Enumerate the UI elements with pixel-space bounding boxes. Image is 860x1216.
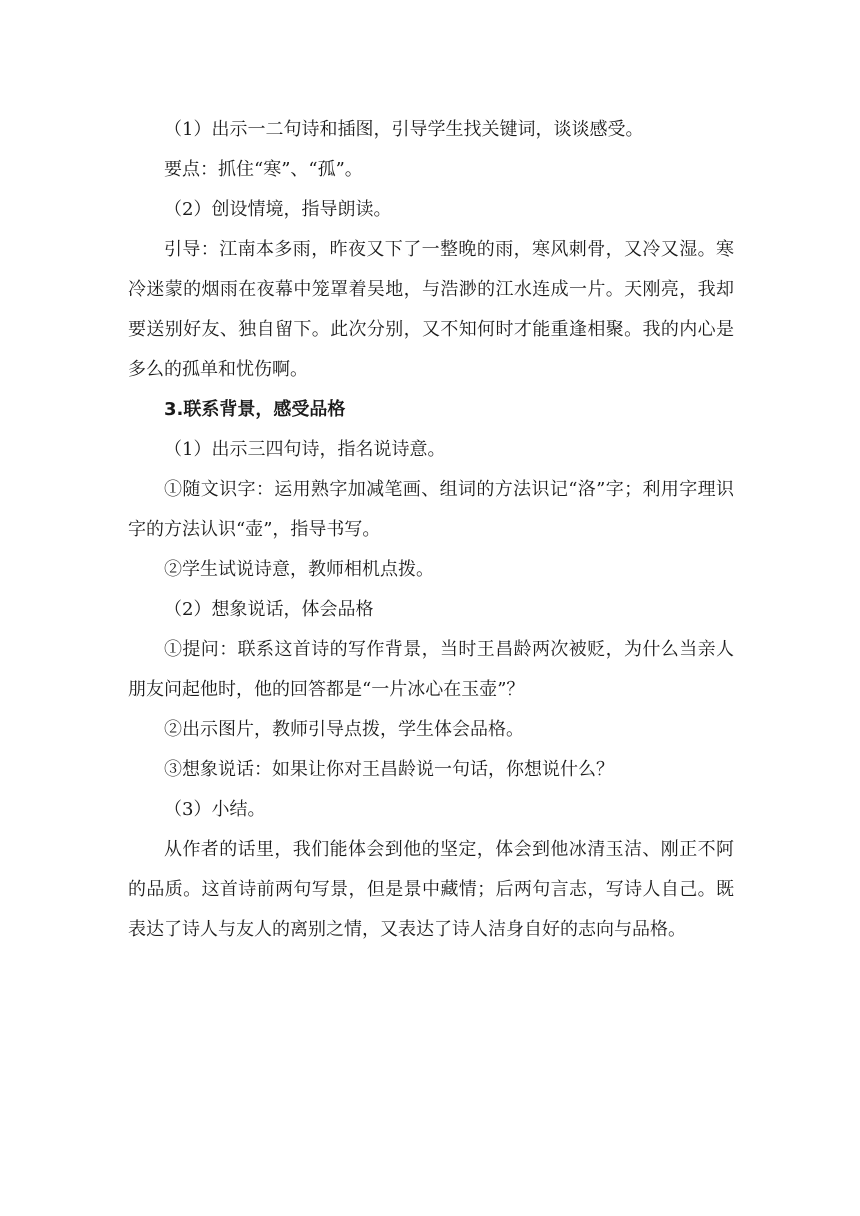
paragraph-step-3-2: （2）想象说话，体会品格 (164, 599, 374, 620)
paragraph-guidance: 引导：江南本多雨，昨夜又下了一整晚的雨，寒风刺骨，又冷又湿。寒冷迷蒙的烟雨在夜幕中笼罩着吴地，与浩渺的江水连成一片。天刚亮，我却要送别好友、独自留下。此次分别，又不知何时才能重逢相聚。我的内心是多么的孤单和忧伤啊。 (128, 239, 734, 380)
paragraph-literacy: ①随文识字：运用熟字加减笔画、组词的方法识记“洛”字；利用字理识字的方法认识“壶”，指导书写。 (128, 479, 734, 540)
paragraph-imagine: ③想象说话：如果让你对王昌龄说一句话，你想说什么？ (164, 759, 614, 780)
paragraph-key-points: 要点：抓住“寒”、“孤”。 (164, 159, 363, 180)
paragraph-step-1: （1）出示一二句诗和插图，引导学生找关键词，谈谈感受。 (164, 119, 644, 140)
paragraph-question: ①提问：联系这首诗的写作背景，当时王昌龄两次被贬，为什么当亲人朋友问起他时，他的回答都是“一片冰心在玉壶”？ (128, 639, 734, 700)
paragraph-summary: 从作者的话里，我们能体会到他的坚定，体会到他冰清玉洁、刚正不阿的品质。这首诗前两句写景，但是景中藏情；后两句言志，写诗人自己。既表达了诗人与友人的离别之情，又表达了诗人洁身自好的志向与品格。 (128, 839, 734, 940)
section-heading: 3.联系背景，感受品格 (164, 399, 346, 420)
paragraph-step-2: （2）创设情境，指导朗读。 (164, 199, 392, 220)
paragraph-step-3-1: （1）出示三四句诗，指名说诗意。 (164, 439, 446, 460)
paragraph-picture: ②出示图片，教师引导点拨，学生体会品格。 (164, 719, 524, 740)
paragraph-explain: ②学生试说诗意，教师相机点拨。 (164, 559, 434, 580)
document-body (128, 110, 734, 950)
paragraph-step-3-3: （3）小结。 (164, 799, 266, 820)
